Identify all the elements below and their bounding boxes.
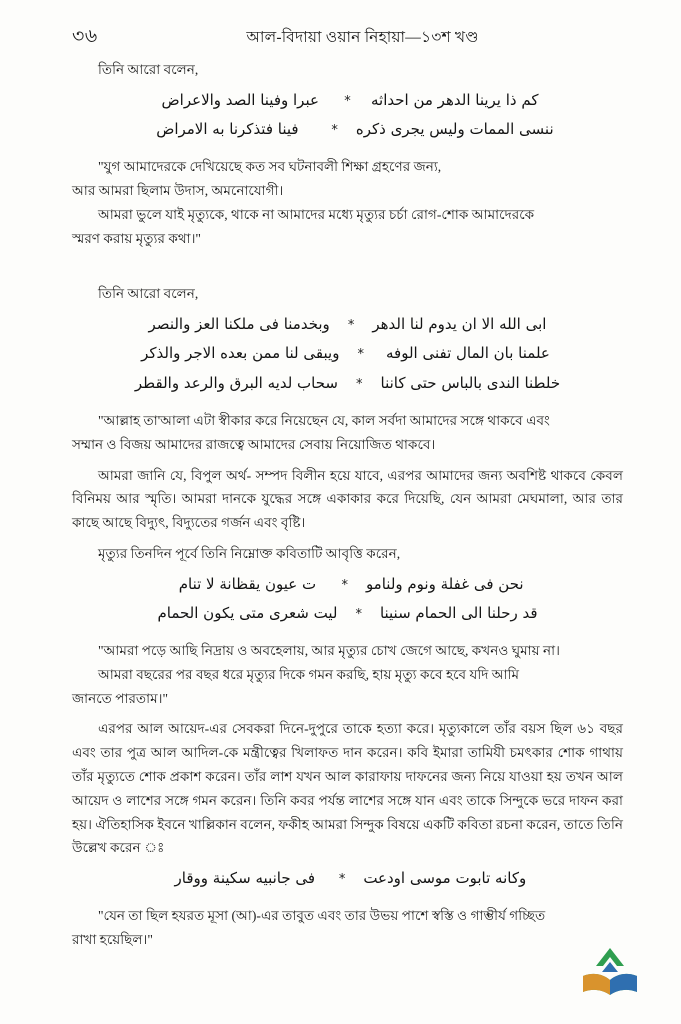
- verse-hemistich-right: قد رحلنا الى الحمام سنينا: [379, 603, 538, 622]
- verse-line: [72, 310, 623, 339]
- paragraph-translation-3-line2: সম্মান ও বিজয় আমাদের রাজত্বে আমাদের সেবায় নিয়োজিত থাকবে।: [72, 436, 436, 452]
- verse-line: [72, 369, 623, 398]
- paragraph-5: মৃত্যুর তিনদিন পূর্বে তিনি নিম্নোক্ত কবিতাটি আবৃত্তি করেন,: [98, 545, 401, 561]
- verse-hemistich-left: وبخدمنا فى ملكنا العز والنصر: [148, 315, 330, 334]
- verse-separator-icon: *: [341, 577, 348, 593]
- arabic-verse-block-3: [72, 570, 623, 629]
- paragraph-translation-2-line2: স্মরণ করায় মৃত্যুর কথা।": [72, 230, 201, 246]
- running-head-title: আল-বিদায়া ওয়ান নিহায়া—১৩শ খণ্ড: [246, 29, 479, 46]
- paragraph-translation-2-line1: আমরা ভুলে যাই মৃত্যুকে, থাকে না আমাদের মধ্যে মৃত্যুর চর্চা রোগ-শোক আমাদেরকে: [98, 206, 535, 222]
- verse-separator-icon: *: [355, 606, 362, 622]
- verse-line: [72, 570, 623, 599]
- verse-hemistich-right: ننسى الممات وليس يجرى ذكره: [355, 120, 554, 139]
- verse-hemistich-right: ابى الله الا ان يدوم لنا الدهر: [372, 315, 547, 334]
- verse-separator-icon: *: [331, 123, 338, 139]
- paragraph-translation-9-line1: "যেন তা ছিল হযরত মূসা (আ)-এর তাবুত এবং তার উভয় পাশে স্বস্তি ও গাম্ভীর্য গচ্ছিত: [98, 908, 546, 924]
- verse-hemistich-left: ت عيون يقظانة لا تنام: [178, 574, 317, 593]
- verse-separator-icon: *: [344, 93, 351, 109]
- verse-separator-icon: *: [338, 872, 346, 888]
- verse-separator-icon: *: [357, 347, 364, 363]
- paragraph-translation-1-line1: "যুগ আমাদেরকে দেখিয়েছে কত সব ঘটনাবলী শিক্ষা গ্রহণের জন্য,: [98, 159, 442, 175]
- page-body: [72, 58, 623, 952]
- verse-hemistich-left: فى جانبيه سكينة ووقار: [174, 869, 316, 888]
- verse-line: [72, 599, 623, 628]
- verse-line: [72, 86, 623, 115]
- verse-line: [72, 115, 623, 144]
- verse-hemistich-right: علمنا بان المال تفنى الوفه: [385, 344, 550, 363]
- verse-hemistich-left: سحاب لديه البرق والرعد والقطر: [134, 373, 338, 392]
- verse-hemistich-right: كم ذا يرينا الدهر من احداثه: [371, 90, 539, 109]
- paragraph-translation-1-line2: আর আমরা ছিলাম উদাস, অমনোযোগী।: [72, 183, 284, 199]
- arabic-verse-block-4: [72, 864, 623, 893]
- verse-separator-icon: *: [356, 376, 363, 392]
- intro-line-1: তিনি আরো বলেন,: [98, 62, 199, 77]
- paragraph-translation-9-line2: রাখা হয়েছিল।": [72, 932, 153, 948]
- paragraph-translation-6: "আমরা পড়ে আছি নিদ্রায় ও অবহেলায়, আর মৃত্যুর চোখ জেগে আছে, কখনও ঘুমায় না।: [98, 643, 560, 659]
- paragraph-translation-3-line1: "আল্লাহ তা'আলা এটা স্বীকার করে নিয়েছেন যে, কাল সর্বদা আমাদের সঙ্গে থাকবে এবং: [98, 412, 550, 428]
- paragraph-translation-7-line1: আমরা বছরের পর বছর ধরে মৃত্যুর দিকে গমন করছি, হায় মৃত্যু কবে হবে যদি আমি: [98, 666, 520, 682]
- verse-hemistich-left: ويبقى لنا ممن بعده الاجر والذكر: [141, 344, 340, 363]
- arabic-verse-block-1: [72, 86, 623, 145]
- paragraph-4: আমরা জানি যে, বিপুল অর্থ- সম্পদ বিলীন হয়ে যাবে, এরপর আমাদের জন্য অবশিষ্ট থাকবে কেবল বিনিময় আর স্মৃতি। আমরা দানকে যুদ্ধের সঙ্গে একাকার করে দিয়েছি, যেন আমরা মেঘমালা, আর তার কাছে আছে বিদ্যুৎ, বিদ্যুতের গর্জন এবং বৃষ্টি।: [72, 467, 623, 531]
- verse-hemistich-right: خلطنا الندى بالباس حتى كاننا: [380, 373, 561, 392]
- arabic-verse-block-2: [72, 310, 623, 398]
- paragraph-translation-7-line2: জানতে পারতাম।": [72, 690, 169, 706]
- verse-line: [72, 339, 623, 368]
- verse-line: [72, 864, 623, 893]
- page-number: ৩৬: [72, 26, 98, 47]
- page-header: [72, 22, 623, 52]
- verse-hemistich-right: وكانه تابوت موسى اودعت: [363, 869, 527, 888]
- paragraph-8: এরপর আল আয়েদ-এর সেবকরা দিনে-দুপুরে তাকে হত্যা করে। মৃত্যুকালে তাঁর বয়স ছিল ৬১ বছর এবং তার পুত্র আল আদিল-কে মন্ত্রীত্বের খিলাফত দান করেন। কবি ইমারা তামিযী চমৎকার শোক গাথায় তাঁর মৃত্যুতে শোক প্রকাশ করেন। তাঁর লাশ যখন আল কারাফায় দাফনের জন্য নিয়ে যাওয়া হয় তখন আল আয়েদ ও লাশের সঙ্গে গমন করেন। তিনি কবর পর্যন্ত লাশের সঙ্গে যান এবং তাকে সিন্দুকে ভরে দাফন করা হয়। ঐতিহাসিক ইবনে খাল্লিকান বলেন, ফকীহ আমরা সিন্দুক বিষয়ে একটি কবিতা রচনা করেন, তাতে তিনি উল্লেখ করেন ঃ: [72, 721, 623, 856]
- verse-hemistich-right: نحن فى غفلة ونوم ولنامو: [365, 574, 524, 593]
- verse-hemistich-left: عبرا وفينا الصد والاعراض: [161, 90, 319, 109]
- book-logo: [579, 946, 641, 998]
- verse-hemistich-left: فينا فتذكرنا به الامراض: [156, 120, 299, 139]
- intro-line-2: তিনি আরো বলেন,: [98, 286, 199, 302]
- verse-hemistich-left: ليت شعرى متى يكون الحمام: [157, 603, 338, 622]
- verse-separator-icon: *: [347, 318, 355, 334]
